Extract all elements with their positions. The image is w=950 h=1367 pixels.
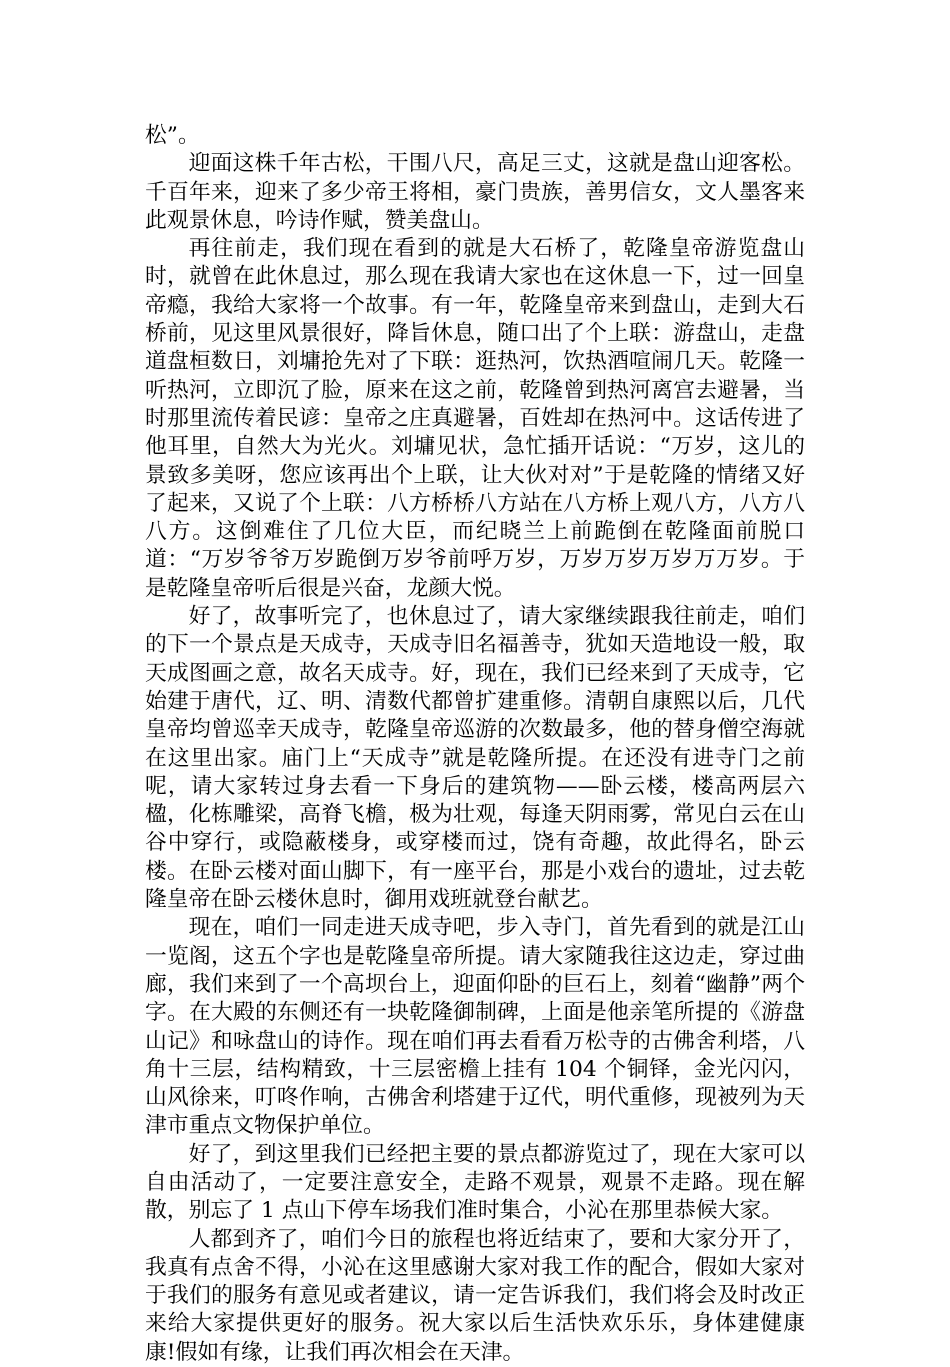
paragraph-free-time: 好了，到这里我们已经把主要的景点都游览过了，现在大家可以自由活动了，一定要注意安全，走路不观景，观景不走路。现在解散，别忘了 1 点山下停车场我们准时集合，小沁在那里恭候大家。	[145, 1141, 805, 1224]
paragraph-continuation: 松”。	[145, 123, 200, 148]
paragraph-stone-bridge: 再往前走，我们现在看到的就是大石桥了，乾隆皇帝游览盘山时，就曾在此休息过，那么现在我请大家也在这休息一下，过一回皇帝瘾，我给大家将一个故事。有一年，乾隆皇帝来到盘山，走到大石桥前，见这里风景很好，降旨休息，随口出了个上联：游盘山，走盘道盘桓数日，刘墉抢先对了下联：逛热河，饮热酒喧闹几天。乾隆一听热河，立即沉了脸，原来在这之前，乾隆曾到热河离宫去避暑，当时那里流传着民谚：皇帝之庄真避暑，百姓却在热河中。这话传进了他耳里，自然大为光火。刘墉见状，急忙插开话说：“万岁，这儿的景致多美呀，您应该再出个上联，让大伙对对”于是乾隆的情绪又好了起来，又说了个上联：八方桥桥八方站在八方桥上观八方，八方八八方。这倒难住了几位大臣，而纪晓兰上前跪倒在乾隆面前脱口道：“万岁爷爷万岁跪倒万岁爷前呼万岁，万岁万岁万岁万万岁。于是乾隆皇帝听后很是兴奋，龙颜大悦。	[145, 236, 805, 601]
paragraph-welcome-pine: 迎面这株千年古松，干围八尺，高足三丈，这就是盘山迎客松。千百年来，迎来了多少帝王将相，豪门贵族，善男信女，文人墨客来此观景休息，吟诗作赋，赞美盘山。	[145, 151, 805, 233]
document-page	[145, 122, 805, 1367]
paragraph-farewell: 人都到齐了，咱们今日的旅程也将近结束了，要和大家分开了，我真有点舍不得，小沁在这里感谢大家对我工作的配合，假如大家对于我们的服务有意见或者建议，请一定告诉我们，我们将会及时改正来给大家提供更好的服务。祝大家以后生活快欢乐乐，身体建健康康!假如有缘，让我们再次相会在天津。	[145, 1226, 805, 1365]
paragraph-inside-temple: 现在，咱们一同走进天成寺吧，步入寺门，首先看到的就是江山一览阁，这五个字也是乾隆皇帝所提。请大家随我往这边走，穿过曲廊，我们来到了一个高坝台上，迎面仰卧的巨石上，刻着“幽静”两个字。在大殿的东侧还有一块乾隆御制碑，上面是他亲笔所提的《游盘山记》和咏盘山的诗作。现在咱们再去看看万松寺的古佛舍利塔，八角十三层，结构精致，十三层密檐上挂有 104 个铜铎，金光闪闪，山风徐来，叮咚作响，古佛舍利塔建于辽代，明代重修，现被列为天津市重点文物保护单位。	[145, 915, 805, 1139]
paragraph-tiancheng-temple: 好了，故事听完了，也休息过了，请大家继续跟我往前走，咱们的下一个景点是天成寺，天成寺旧名福善寺，犹如天造地设一般，取天成图画之意，故名天成寺。好，现在，我们已经来到了天成寺，它始建于唐代，辽、明、清数代都曾扩建重修。清朝自康熙以后，几代皇帝均曾巡幸天成寺，乾隆皇帝巡游的次数最多，他的替身僧空海就在这里出家。庙门上“天成寺”就是乾隆所提。在还没有进寺门之前呢，请大家转过身去看一下身后的建筑物——卧云楼，楼高两层六楹，化栋雕梁，高脊飞檐，极为壮观，每逢天阴雨雾，常见白云在山谷中穿行，或隐蔽楼身，或穿楼而过，饶有奇趣，故此得名，卧云楼。在卧云楼对面山脚下，有一座平台，那是小戏台的遗址，过去乾隆皇帝在卧云楼休息时，御用戏班就登台献艺。	[145, 604, 805, 913]
